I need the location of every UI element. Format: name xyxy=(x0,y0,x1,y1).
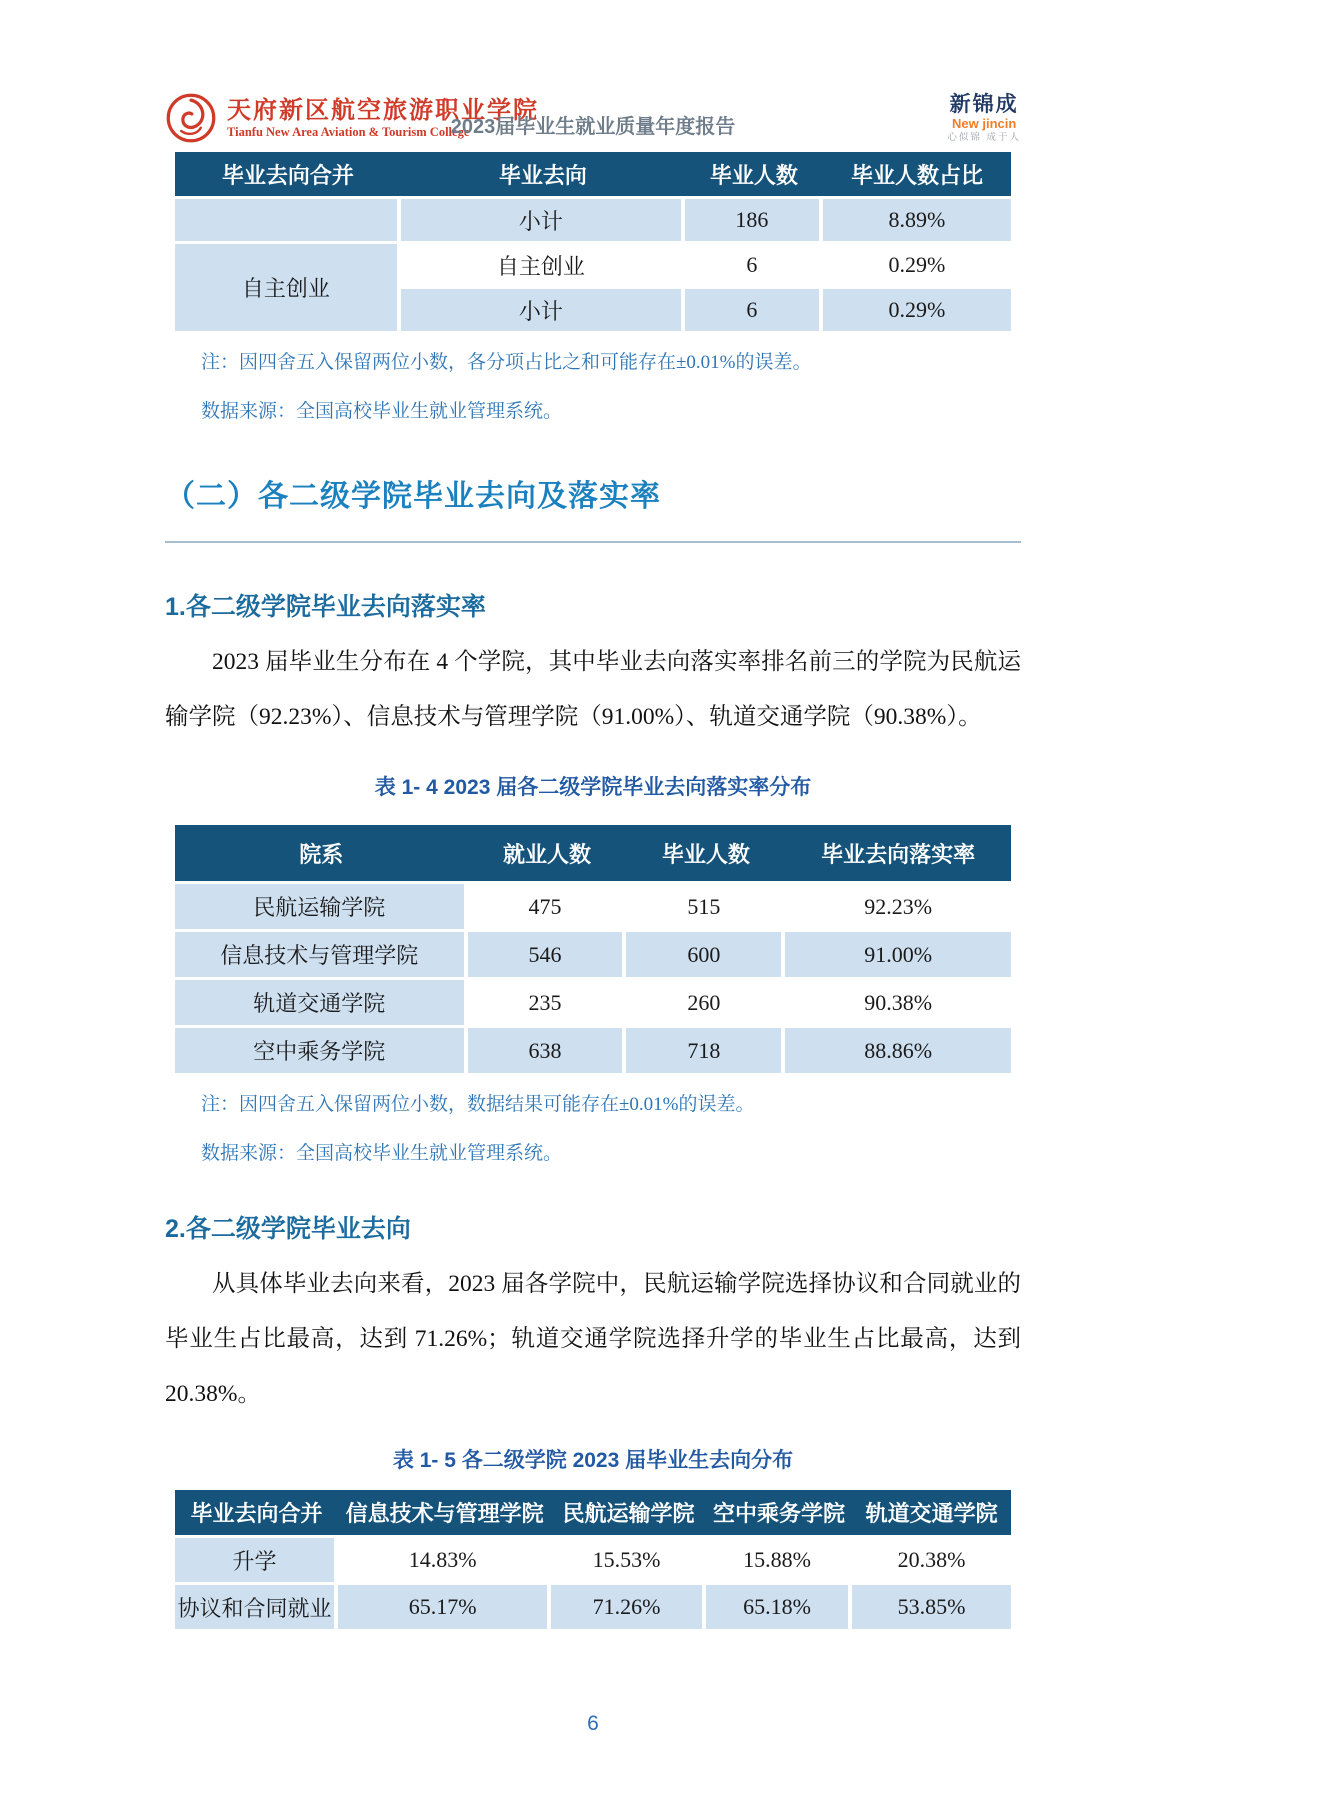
table-row xyxy=(175,929,1011,977)
table-row xyxy=(175,1582,1011,1629)
page-content xyxy=(165,0,1021,1629)
table-row xyxy=(175,1535,1011,1582)
column-header: 毕业人数 xyxy=(626,825,785,881)
column-header: 信息技术与管理学院 xyxy=(338,1490,551,1535)
column-header: 空中乘务学院 xyxy=(706,1490,852,1535)
cell: 14.83% xyxy=(338,1535,551,1582)
brand-name-cn: 新锦成 xyxy=(949,92,1019,116)
subsection-1-paragraph: 2023 届毕业生分布在 4 个学院，其中毕业去向落实率排名前三的学院为民航运输学院（92.23%）、信息技术与管理学院（91.00%）、轨道交通学院（90.38%）。 xyxy=(165,649,1021,730)
table-1-4-caption: 表 1- 4 2023 届各二级学院毕业去向落实率分布 xyxy=(374,776,812,799)
table-header-row xyxy=(175,825,1011,881)
report-title: 2023届毕业生就业质量年度报告 xyxy=(450,116,736,138)
column-header: 毕业去向合并 xyxy=(175,1490,338,1535)
table-header-row xyxy=(175,1490,1011,1535)
column-header: 民航运输学院 xyxy=(551,1490,706,1535)
cell: 8.89% xyxy=(823,196,1011,241)
table-note: 注：因四舍五入保留两位小数，各分项占比之和可能存在±0.01%的误差。 xyxy=(201,352,812,373)
data-source-note: 数据来源：全国高校毕业生就业管理系统。 xyxy=(201,1143,563,1164)
cell: 475 xyxy=(468,881,627,929)
table-row xyxy=(175,977,1011,1025)
table-row xyxy=(175,881,1011,929)
cell: 小计 xyxy=(401,286,685,331)
subsection-2-paragraph: 从具体毕业去向来看，2023 届各学院中，民航运输学院选择协议和合同就业的毕业生占比最高，达到 71.26%；轨道交通学院选择升学的毕业生占比最高，达到 20.38%。 xyxy=(165,1271,1021,1407)
empty-cell xyxy=(175,196,401,241)
cell: 92.23% xyxy=(785,881,1011,929)
college-name-cn: 天府新区航空旅游职业学院 xyxy=(227,94,539,124)
column-header: 轨道交通学院 xyxy=(852,1490,1011,1535)
cell: 小计 xyxy=(401,196,685,241)
column-header: 就业人数 xyxy=(468,825,627,881)
page-header xyxy=(165,92,1021,144)
section-title: （二）各二级学院毕业去向及落实率 xyxy=(165,480,661,513)
cell: 升学 xyxy=(175,1535,338,1582)
brand-logo-block xyxy=(947,94,1021,143)
section-divider xyxy=(165,541,1021,543)
cell: 186 xyxy=(685,196,823,241)
graduate-destination-table xyxy=(175,152,1011,331)
cell: 0.29% xyxy=(823,241,1011,286)
cell: 15.53% xyxy=(551,1535,706,1582)
cell: 53.85% xyxy=(852,1582,1011,1629)
cell: 546 xyxy=(468,929,627,977)
merged-group-cell: 自主创业 xyxy=(175,241,401,331)
column-header: 毕业人数占比 xyxy=(823,152,1011,196)
cell: 65.17% xyxy=(338,1582,551,1629)
cell: 638 xyxy=(468,1025,627,1073)
cell: 65.18% xyxy=(706,1582,852,1629)
cell: 空中乘务学院 xyxy=(175,1025,468,1073)
table-row xyxy=(175,241,1011,286)
cell: 91.00% xyxy=(785,929,1011,977)
cell: 6 xyxy=(685,286,823,331)
column-header: 毕业去向落实率 xyxy=(785,825,1011,881)
college-logo-phoenix-icon xyxy=(165,92,217,144)
cell: 90.38% xyxy=(785,977,1011,1025)
cell: 71.26% xyxy=(551,1582,706,1629)
college-destination-distribution-table xyxy=(175,1490,1011,1629)
cell: 20.38% xyxy=(852,1535,1011,1582)
cell: 轨道交通学院 xyxy=(175,977,468,1025)
cell: 718 xyxy=(626,1025,785,1073)
brand-name-en: New jincin xyxy=(952,115,1017,131)
subsection-2-title: 2.各二级学院毕业去向 xyxy=(165,1215,411,1243)
cell: 15.88% xyxy=(706,1535,852,1582)
table-row xyxy=(175,1025,1011,1073)
table-1-5-caption: 表 1- 5 各二级学院 2023 届毕业生去向分布 xyxy=(392,1449,794,1472)
cell: 0.29% xyxy=(823,286,1011,331)
college-implementation-rate-table xyxy=(175,825,1011,1073)
cell: 信息技术与管理学院 xyxy=(175,929,468,977)
column-header: 毕业去向合并 xyxy=(175,152,401,196)
college-name-en: Tianfu New Area Aviation & Tourism College xyxy=(227,124,470,139)
cell: 235 xyxy=(468,977,627,1025)
cell: 515 xyxy=(626,881,785,929)
cell: 600 xyxy=(626,929,785,977)
cell: 88.86% xyxy=(785,1025,1011,1073)
table-note: 注：因四舍五入保留两位小数，数据结果可能存在±0.01%的误差。 xyxy=(201,1094,755,1115)
cell: 260 xyxy=(626,977,785,1025)
column-header: 院系 xyxy=(175,825,468,881)
column-header: 毕业人数 xyxy=(685,152,823,196)
brand-slogan: 心似锦 成于人 xyxy=(947,131,1021,143)
page-number: 6 xyxy=(587,1712,599,1735)
subsection-1-title: 1.各二级学院毕业去向落实率 xyxy=(165,593,486,621)
cell: 民航运输学院 xyxy=(175,881,468,929)
cell: 6 xyxy=(685,241,823,286)
column-header: 毕业去向 xyxy=(401,152,685,196)
cell: 协议和合同就业 xyxy=(175,1582,338,1629)
table-row xyxy=(175,196,1011,241)
data-source-note: 数据来源：全国高校毕业生就业管理系统。 xyxy=(201,401,563,422)
table-header-row xyxy=(175,152,1011,196)
cell: 自主创业 xyxy=(401,241,685,286)
